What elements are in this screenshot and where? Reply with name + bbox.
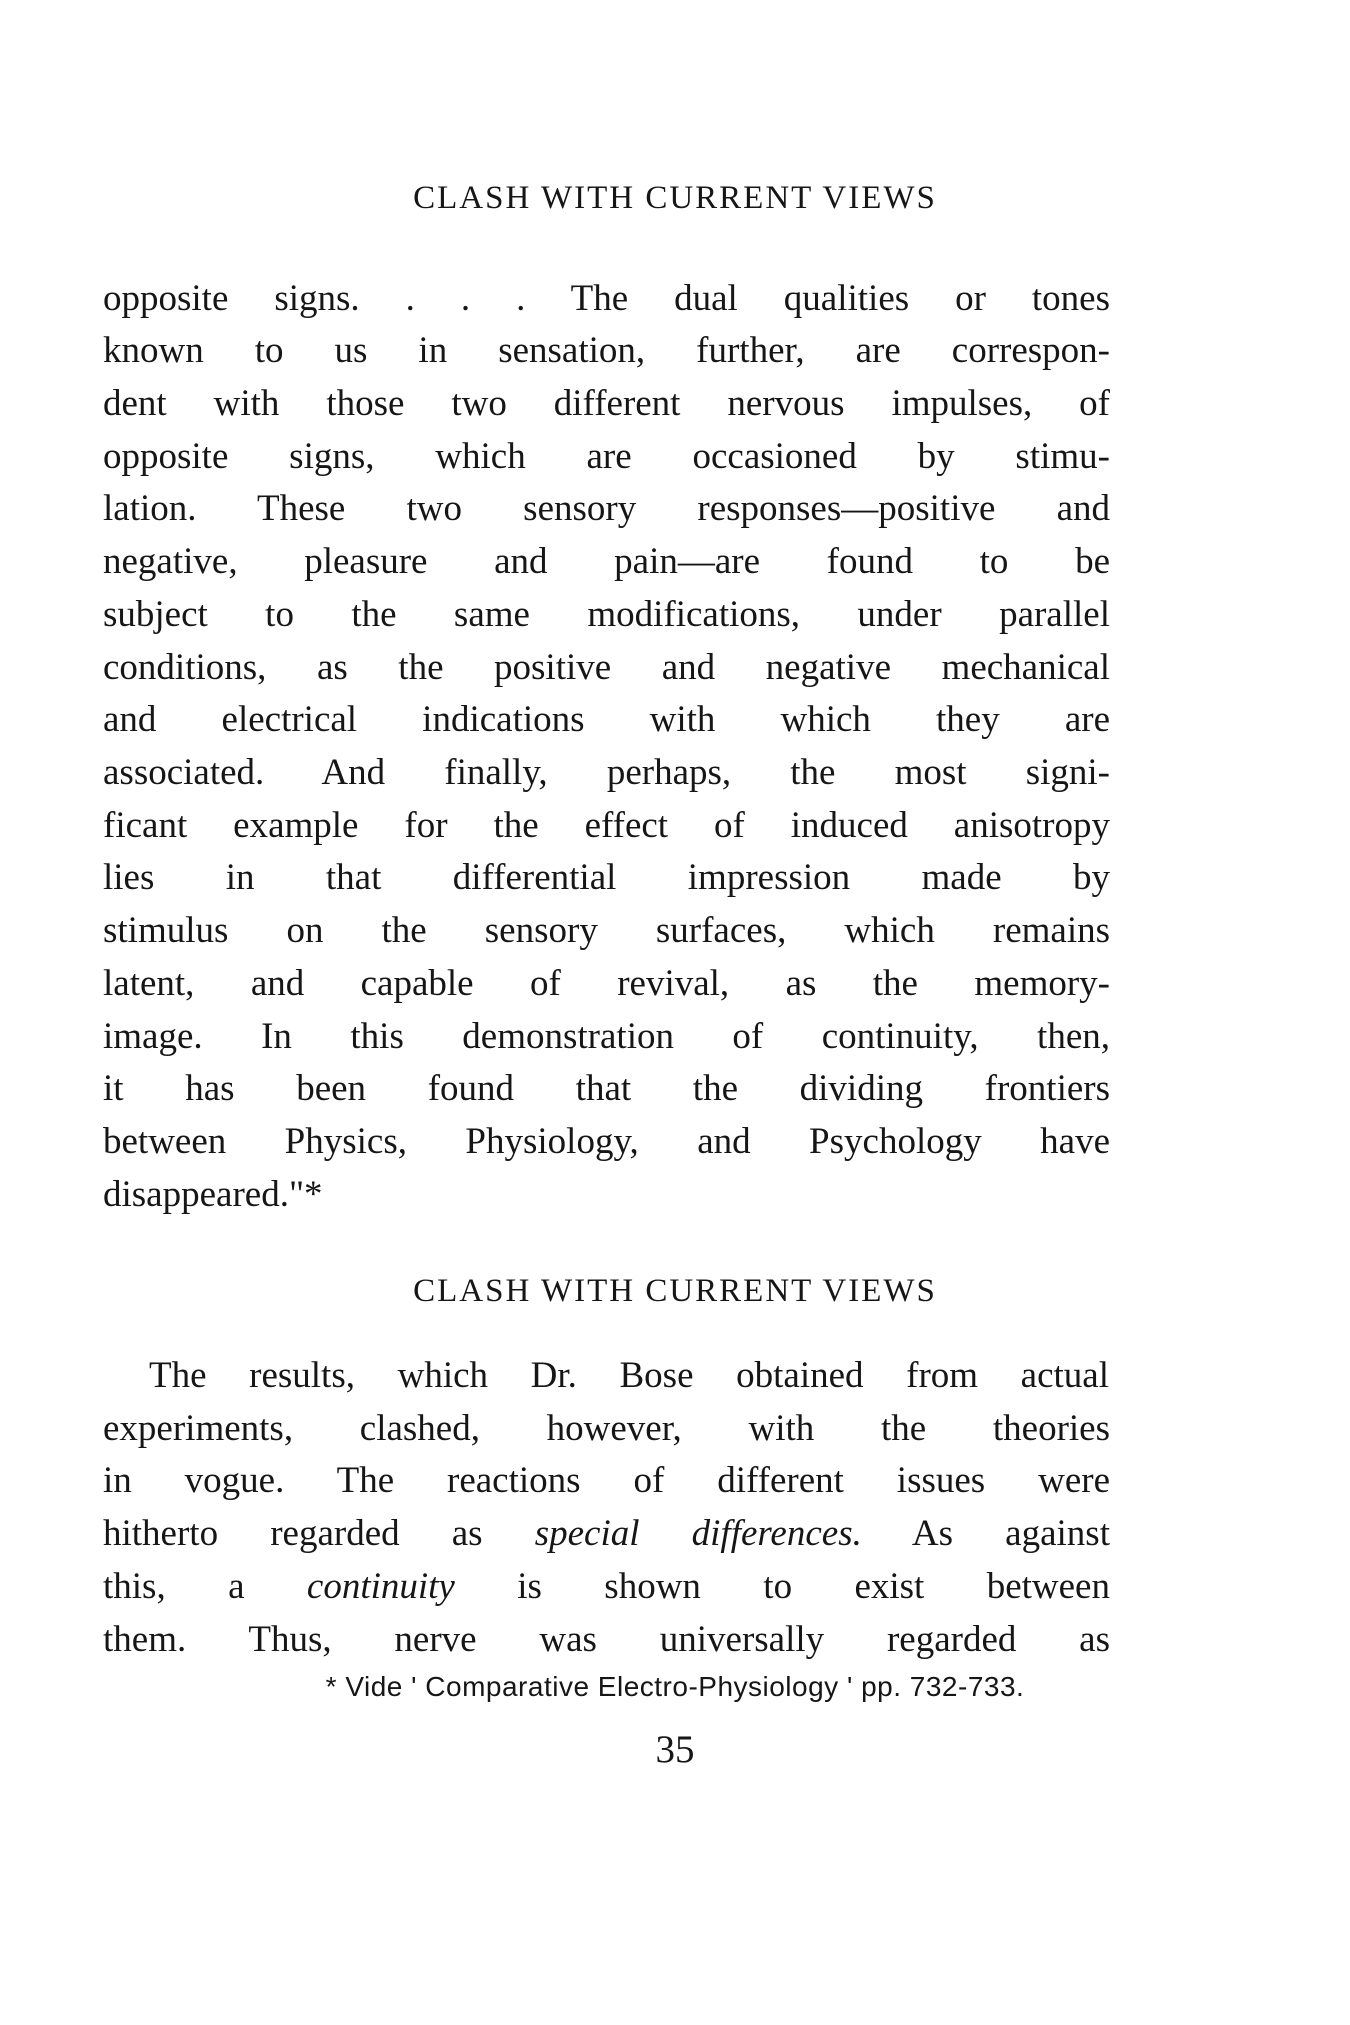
text-line: subject to the same modifications, under parallel bbox=[103, 594, 1110, 635]
text-line: opposite signs. . . . The dual qualities or tones bbox=[103, 278, 1110, 319]
text-line: The results, which Dr. Bose obtained from actual bbox=[149, 1355, 1109, 1396]
text-line: conditions, as the positive and negative mechanical bbox=[103, 647, 1110, 688]
text-line: between Physics, Physiology, and Psychology have bbox=[103, 1121, 1110, 1162]
italic-term: special differences. bbox=[534, 1513, 862, 1554]
italic-term: continuity bbox=[306, 1566, 455, 1607]
text-run: is shown to exist between bbox=[454, 1566, 1110, 1607]
page-number: 35 bbox=[655, 1728, 695, 1771]
text-line: latent, and capable of revival, as the memory- bbox=[103, 963, 1110, 1004]
text-run: this, a bbox=[103, 1566, 307, 1607]
text-line: opposite signs, which are occasioned by stimu- bbox=[103, 436, 1110, 477]
text-run: hitherto regarded as bbox=[103, 1513, 535, 1554]
text-line: image. In this demonstration of continuity, then, bbox=[103, 1016, 1110, 1057]
text-line bbox=[103, 1561, 1110, 1612]
text-run: As against bbox=[861, 1513, 1110, 1554]
text-line: associated. And finally, perhaps, the most signi- bbox=[103, 752, 1110, 793]
text-line: them. Thus, nerve was universally regarded as bbox=[103, 1619, 1110, 1660]
text-line: experiments, clashed, however, with the theories bbox=[103, 1408, 1110, 1449]
text-line: disappeared."* bbox=[103, 1174, 323, 1215]
text-line: and electrical indications with which they are bbox=[103, 699, 1110, 740]
text-line: ficant example for the effect of induced anisotropy bbox=[103, 805, 1110, 846]
footnote: * Vide ' Comparative Electro-Physiology ' pp. 732-733. bbox=[325, 1671, 1025, 1702]
text-line: negative, pleasure and pain—are found to be bbox=[103, 541, 1110, 582]
text-line: dent with those two different nervous impulses, of bbox=[103, 383, 1110, 424]
text-line: lation. These two sensory responses—positive and bbox=[103, 488, 1110, 529]
text-line: lies in that differential impression made by bbox=[103, 857, 1110, 898]
text-line: stimulus on the sensory surfaces, which remains bbox=[103, 910, 1110, 951]
text-line: in vogue. The reactions of different issues were bbox=[103, 1460, 1110, 1501]
text-line: it has been found that the dividing frontiers bbox=[103, 1068, 1110, 1109]
section-heading: CLASH WITH CURRENT VIEWS bbox=[413, 1273, 937, 1309]
text-line: known to us in sensation, further, are correspon- bbox=[103, 330, 1110, 371]
text-line bbox=[103, 1508, 1110, 1559]
running-head: CLASH WITH CURRENT VIEWS bbox=[413, 180, 937, 216]
